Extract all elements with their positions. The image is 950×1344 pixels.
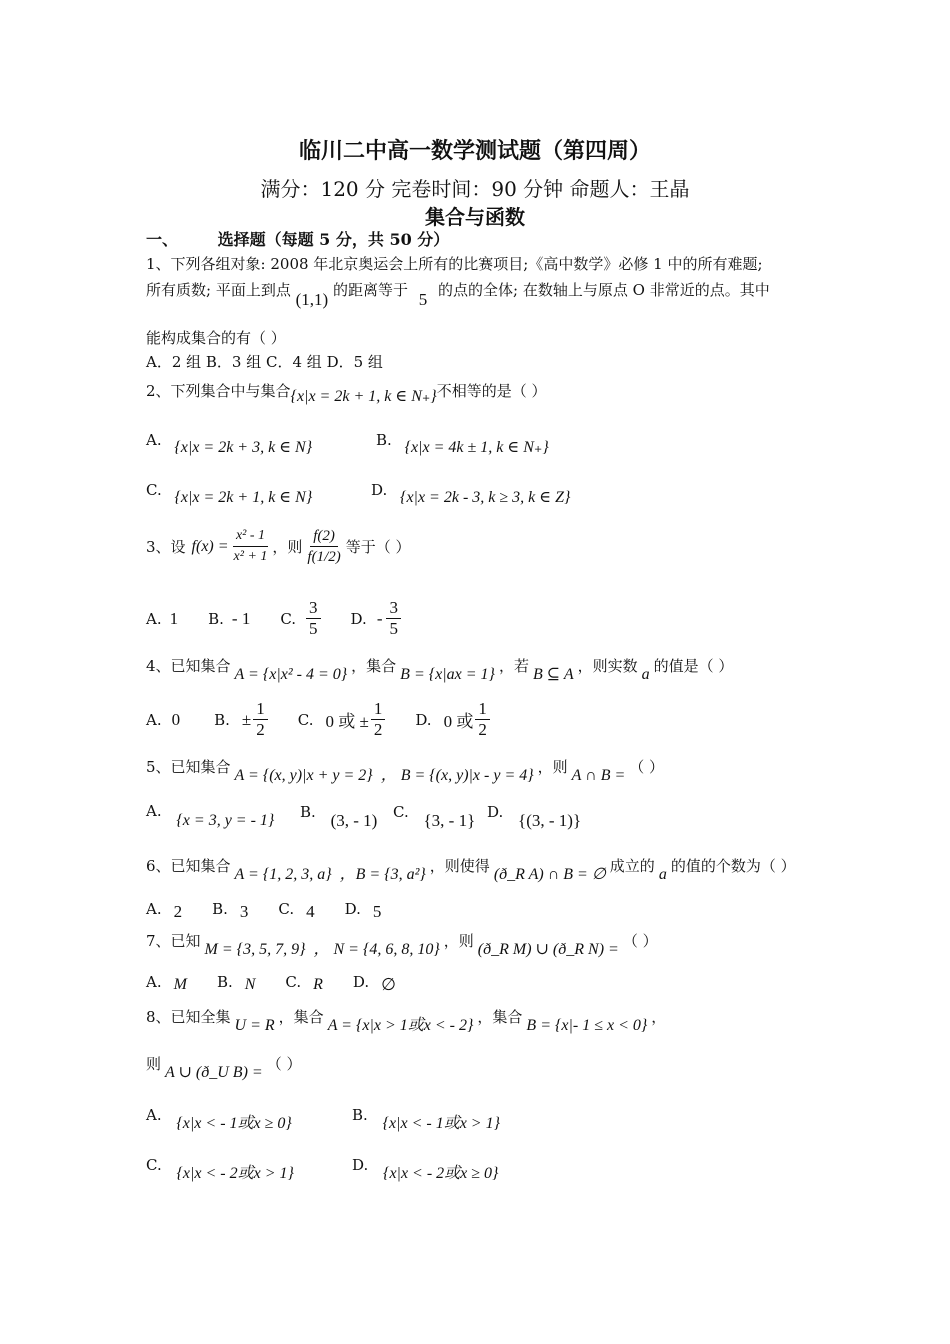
q1-line3: 能构成集合的有（ ） [146, 329, 286, 347]
option-value: - 1 [231, 608, 251, 628]
option-value: 3 [239, 902, 249, 921]
exam-info: 满分：120 分 完卷时间：90 分钟 命题人：王晶 [260, 177, 690, 201]
q1-options: A．2 组 B．3 组 C．4 组 D．5 组 [146, 353, 383, 371]
q3-options [146, 598, 403, 639]
option-label: A. [146, 802, 162, 820]
option-label: B. [216, 973, 233, 991]
q6-stem [146, 853, 796, 883]
q8-text: （ ） [266, 1055, 302, 1073]
q5-option-d [487, 802, 582, 830]
q5-set-a: A = {(x, y)|x + y = 2} [234, 767, 373, 784]
option-label: B. [352, 1106, 368, 1124]
option-value: N [244, 976, 256, 993]
option-label: A. [146, 900, 162, 918]
fraction-numerator: 3 [389, 598, 398, 617]
q7-options [146, 972, 396, 992]
option-text: 0 或 [443, 712, 474, 731]
q2-option-b [376, 430, 549, 456]
q8-option-b [352, 1102, 501, 1132]
q6-variable: a [658, 866, 667, 883]
option-label: D. [350, 609, 367, 628]
option-value [253, 699, 268, 740]
option-value: {x = 3, y = - 1} [176, 812, 275, 829]
fraction-denominator: 5 [306, 618, 321, 639]
option-label: D. [344, 900, 361, 918]
option-value [371, 699, 386, 740]
q8-expression: A ∪ (ð_U B) = [165, 1064, 263, 1081]
q2-stem [146, 380, 547, 405]
q3-text: 等于（ ） [345, 538, 411, 556]
option-value: {x|x = 2k + 1, k ∈ N} [174, 489, 313, 506]
option-sign: - [376, 608, 383, 628]
option-value: {x|x = 4k ± 1, k ∈ N₊} [404, 439, 549, 456]
q6-text: ，则使得 [429, 857, 490, 875]
q7-set-m: M = {3, 5, 7, 9} [204, 941, 306, 958]
option-label: A. [146, 431, 162, 449]
q6-expression: (ð_R A) ∩ B = ∅ [493, 866, 606, 883]
q2-set: {x|x = 2k + 1, k ∈ N₊} [290, 388, 437, 405]
q8-text: ，集合 [477, 1008, 523, 1026]
fraction-numerator: 1 [371, 699, 386, 720]
q2-option-c [146, 480, 313, 506]
q1-line2 [146, 279, 770, 309]
fraction-numerator: 1 [253, 699, 268, 720]
option-label: B. [214, 710, 230, 729]
q7-set-n: ， N = {4, 6, 8, 10} [313, 941, 440, 958]
option-value: {(3, - 1)} [518, 811, 582, 830]
q7-stem [146, 928, 658, 958]
q3-text: ，则 [272, 538, 303, 556]
option-value: {3, - 1} [423, 811, 476, 830]
q5-text: ，则 [537, 758, 568, 776]
q2-text: 不相等的是（ ） [436, 382, 547, 400]
q8-option-d [352, 1152, 499, 1182]
q4-text: 的值是（ ） [653, 657, 734, 675]
q8-stem [146, 1004, 667, 1034]
q4-options [146, 699, 492, 740]
topic-title: 集合与函数 [425, 205, 525, 229]
option-label: C. [280, 609, 297, 628]
option-text: 0 或 ± [325, 712, 369, 731]
fraction-denominator: 2 [478, 720, 487, 739]
fraction-numerator: 3 [309, 598, 318, 617]
option-label: A. [146, 609, 162, 628]
section-heading [146, 227, 449, 250]
option-value: 1 [169, 608, 179, 628]
q2-option-d [371, 480, 571, 506]
q3-fraction [231, 526, 271, 567]
q7-text: 7、已知 [146, 932, 201, 950]
fraction-denominator: 2 [256, 720, 265, 739]
option-value: 0 [171, 709, 181, 729]
q3-ratio [304, 526, 343, 567]
fraction-denominator: f(1/2) [307, 549, 341, 565]
q8-set-a: A = {x|x > 1或x < - 2} [327, 1017, 474, 1034]
q6-options [146, 899, 381, 919]
option-label: D. [352, 973, 370, 991]
q6-text: 的值的个数为（ ） [670, 857, 796, 875]
option-label: B. [212, 900, 228, 918]
q6-set-b: ，B = {3, a²} [339, 866, 426, 883]
q4-variable: a [641, 666, 650, 683]
q8-option-a [146, 1102, 292, 1132]
option-label: B. [300, 803, 316, 821]
q8-set-b: B = {x|- 1 ≤ x < 0} [526, 1017, 648, 1034]
fraction-numerator: 1 [475, 699, 490, 720]
option-label: A. [146, 973, 162, 991]
option-label: C. [297, 710, 314, 729]
q1-sqrt5: 5 [418, 290, 428, 309]
q4-condition: B ⊆ A [532, 666, 574, 683]
q8-text: 8、已知全集 [146, 1008, 231, 1026]
fraction-denominator: x² + 1 [233, 549, 268, 564]
option-value [475, 699, 490, 740]
q1-text: 所有质数; 平面上到点 [146, 281, 291, 299]
q3-stem [146, 526, 411, 567]
q8-set-u: U = R [234, 1017, 275, 1034]
q5-option-a [146, 802, 275, 829]
q5-option-c [393, 802, 476, 830]
q2-text: 2、下列集合中与集合 [146, 382, 291, 400]
option-label: B. [208, 609, 224, 628]
page-title: 临川二中高一数学测试题（第四周） [298, 138, 651, 164]
option-value: ∅ [381, 975, 396, 994]
option-label: C. [278, 900, 295, 918]
q3-text: 3、设 [146, 538, 186, 556]
q7-expression: (ð_R M) ∪ (ð_R N) = [477, 941, 619, 958]
q6-set-a: A = {1, 2, 3, a} [234, 866, 332, 883]
q1-point: (1,1) [295, 290, 329, 309]
option-value [386, 598, 401, 639]
fraction-numerator: f(2) [310, 526, 338, 547]
option-label: A. [146, 1106, 162, 1124]
q5-set-b: ， B = {(x, y)|x - y = 4} [380, 767, 534, 784]
option-value: 5 [372, 902, 382, 921]
q6-text: 成立的 [609, 857, 655, 875]
option-label: D. [415, 710, 432, 729]
q5-text: （ ） [629, 758, 665, 776]
q7-text: ，则 [443, 932, 474, 950]
q5-expression: A ∩ B = [571, 767, 626, 784]
q1-text: 的点的全体; 在数轴上与原点 O 非常近的点。其中 [438, 281, 770, 299]
option-value: R [313, 976, 323, 993]
section-number: 一、 [146, 230, 179, 249]
option-value: (3, - 1) [330, 811, 378, 830]
q8-stem-line2 [146, 1053, 302, 1081]
section-title: 选择题（每题 5 分，共 50 分） [217, 230, 450, 249]
option-value: {x|x < - 1或x ≥ 0} [176, 1115, 292, 1132]
q4-text: ，集合 [351, 657, 397, 675]
option-label: C. [285, 973, 302, 991]
q8-text: ，集合 [278, 1008, 324, 1026]
option-sign: ± [241, 709, 252, 729]
q3-function: f(x) = [191, 537, 229, 555]
option-value: {x|x = 2k + 3, k ∈ N} [174, 439, 313, 456]
q4-text: 4、已知集合 [146, 657, 231, 675]
fraction-denominator: 5 [386, 618, 401, 639]
q8-text: ， [651, 1008, 667, 1026]
q2-option-a [146, 430, 313, 456]
q1-line1: 1、下列各组对象: 2008 年北京奥运会上所有的比赛项目;《高中数学》必修 1 中的所有难题; [146, 255, 763, 273]
option-label: C. [393, 803, 409, 821]
option-label: D. [487, 803, 504, 821]
option-value: {x|x < - 1或x > 1} [382, 1115, 501, 1132]
fraction-numerator: x² - 1 [233, 526, 268, 547]
q4-set-a: A = {x|x² - 4 = 0} [234, 666, 348, 683]
option-label: D. [352, 1156, 369, 1174]
option-value: M [173, 976, 187, 993]
option-label: C. [146, 481, 162, 499]
q5-option-b [300, 802, 378, 830]
option-value: {x|x = 2k - 3, k ≥ 3, k ∈ Z} [400, 489, 571, 506]
q8-text: 则 [146, 1055, 162, 1073]
q7-text: （ ） [622, 932, 658, 950]
option-value: {x|x < - 2或x > 1} [176, 1165, 294, 1182]
q4-set-b: B = {x|ax = 1} [400, 666, 495, 683]
q8-option-c [146, 1152, 294, 1182]
option-value: 4 [306, 902, 315, 921]
option-label: A. [146, 710, 162, 729]
option-label: B. [376, 431, 392, 449]
option-label: C. [146, 1156, 162, 1174]
option-value: {x|x < - 2或x ≥ 0} [383, 1165, 499, 1182]
q5-text: 5、已知集合 [146, 758, 231, 776]
q4-text: ，若 [498, 657, 529, 675]
q1-text: 的距离等于 [332, 281, 408, 299]
option-label: D. [371, 481, 388, 499]
q5-stem [146, 754, 665, 784]
option-value [306, 598, 321, 639]
q4-text: ，则实数 [577, 657, 638, 675]
q6-text: 6、已知集合 [146, 857, 231, 875]
option-value: 2 [173, 902, 183, 921]
q4-stem [146, 655, 734, 683]
fraction-denominator: 2 [373, 720, 383, 739]
